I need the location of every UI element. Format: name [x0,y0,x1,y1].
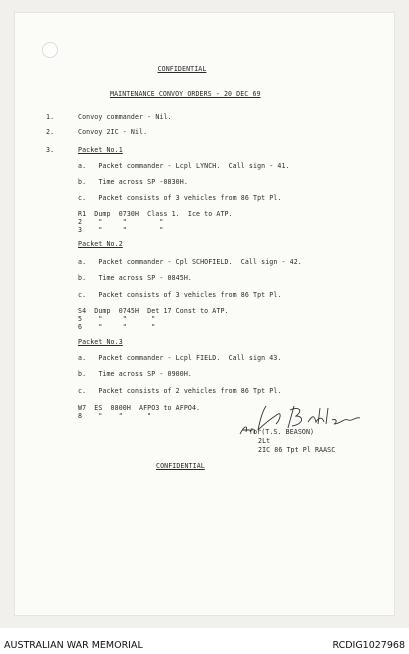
packet3-row-1: W7 ES 0800H AFPO3 to AFPO4. [78,404,201,412]
packet3-line-c: c. Packet consists of 2 vehicles from 86 Tpt Pl. [78,387,282,395]
classification-top: CONFIDENTIAL [157,65,207,73]
packet3-heading: Packet No.3 [78,338,123,346]
packet1-line-a: a. Packet commander - Lcpl LYNCH. Call sign - 41. [78,162,290,170]
packet1-row-1: R1 Dump 0730H Class 1. Ice to ATP. [78,210,233,218]
signature-name: for(T.S. BEASON) [249,428,315,436]
packet3-line-b: b. Time across SP - 0900H. [78,370,192,378]
packet1-row-2: 2 " " " [78,218,164,226]
packet1-heading: Packet No.1 [78,146,123,154]
packet2-row-3: 6 " " " [78,323,156,331]
item-number-3: 3. [46,146,55,154]
punch-hole [42,42,58,58]
classification-bottom: CONFIDENTIAL [156,462,205,470]
packet3-row-2: 8 " " " [78,412,152,420]
packet2-line-b: b. Time across SP - 0845H. [78,274,192,282]
item-number-1: 1. [46,113,55,121]
item-number-2: 2. [46,128,55,136]
packet2-row-1: S4 Dump 0745H Det 17 Const to ATP. [78,307,229,315]
signature-unit: 2IC 86 Tpt Pl RAASC [258,446,336,454]
item-text-2: Convoy 2IC - Nil. [78,128,148,136]
packet1-line-b: b. Time across SP -0830H. [78,178,188,186]
packet2-line-a: a. Packet commander - Cpl SCHOFIELD. Call sign - 42. [78,258,302,266]
signature-rank: 2Lt [258,437,271,445]
packet1-line-c: c. Packet consists of 3 vehicles from 86 Tpt Pl. [78,194,282,202]
footer-record-id: RCDIG1027968 [332,640,405,651]
item-text-1: Convoy commander - Nil. [78,113,172,121]
packet2-line-c: c. Packet consists of 3 vehicles from 86 Tpt Pl. [78,291,282,299]
packet2-row-2: 5 " " " [78,315,156,323]
packet1-row-3: 3 " " " [78,226,164,234]
archive-footer [0,628,409,654]
footer-institution: AUSTRALIAN WAR MEMORIAL [4,640,143,651]
packet2-heading: Packet No.2 [78,240,123,248]
document-title: MAINTENANCE CONVOY ORDERS - 20 DEC 69 [110,90,261,98]
packet3-line-a: a. Packet commander - Lcpl FIELD. Call sign 43. [78,354,282,362]
